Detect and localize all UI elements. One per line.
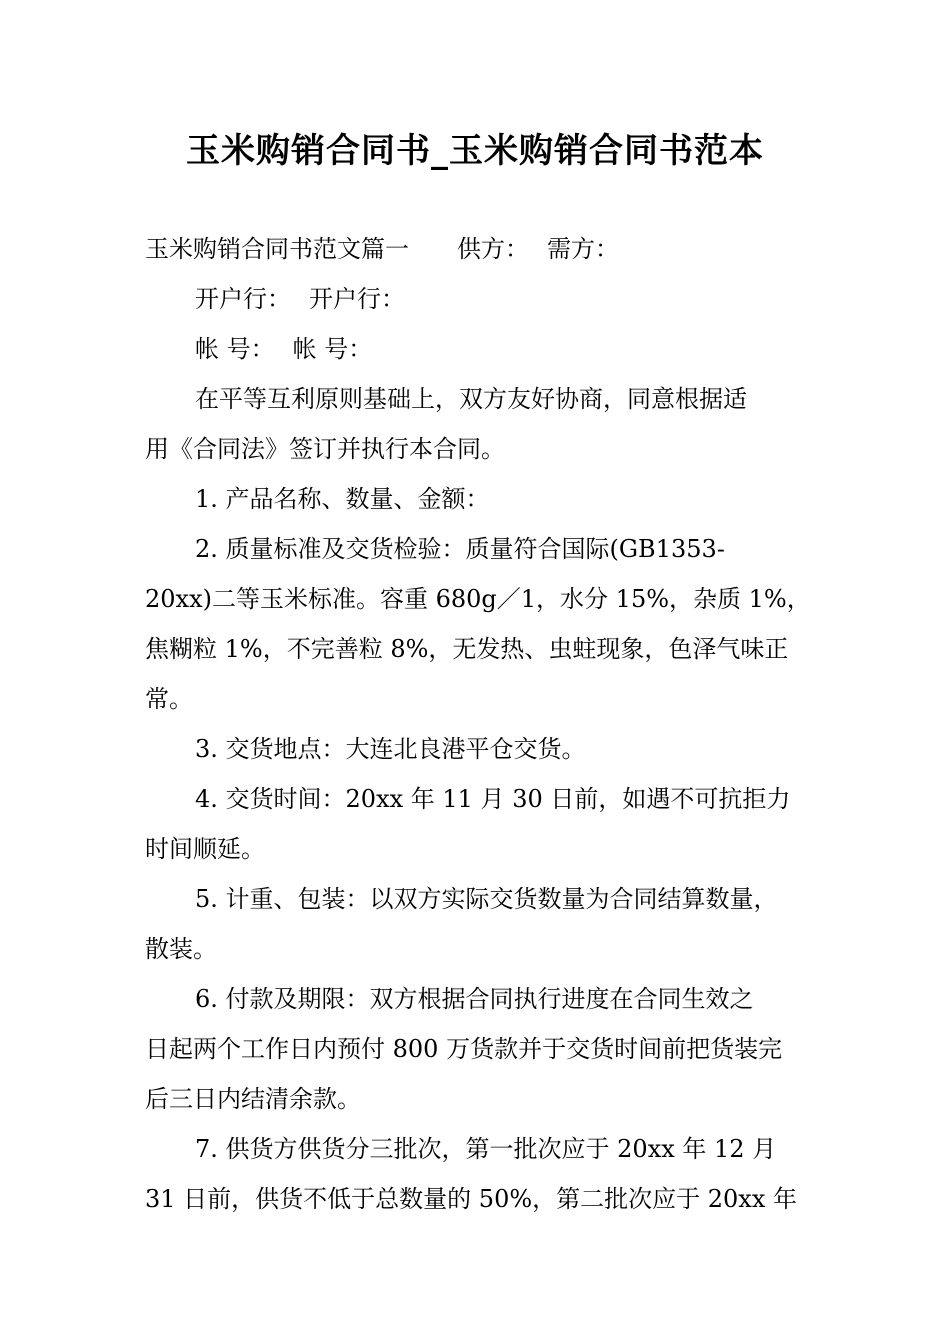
clause-7-line-2: 31 日前，供货不低于总数量的 50%，第二批次应于 20xx 年: [145, 1185, 798, 1213]
intro-line-2: 用《合同法》签订并执行本合同。: [145, 435, 505, 463]
clause-7-line-1: 7. 供货方供货分三批次，第一批次应于 20xx 年 12 月: [195, 1135, 777, 1163]
account-line: [195, 324, 815, 374]
supplier-label: 供方：: [457, 235, 529, 263]
bank-line: [195, 274, 815, 324]
clause-5-line-2: 散装。: [145, 935, 217, 963]
clause-4-line-2: 时间顺延。: [145, 835, 265, 863]
header-line: [145, 224, 815, 274]
clause-5-line-1: 5. 计重、包装：以双方实际交货数量为合同结算数量，: [195, 885, 778, 913]
buyer-bank-label: 开户行：: [309, 285, 405, 313]
clause-1-line-1: 1. 产品名称、数量、金额：: [195, 485, 490, 513]
clause-3-line-1: 3. 交货地点：大连北良港平仓交货。: [195, 735, 586, 763]
intro-line-1: 在平等互利原则基础上，双方友好协商，同意根据适: [195, 385, 747, 413]
buyer-label: 需方：: [547, 235, 619, 263]
clause-2-line-2: 20xx)二等玉米标准。容重 680g／1，水分 15%，杂质 1%，: [145, 585, 811, 613]
clause-2-line-3: 焦糊粒 1%，不完善粒 8%，无发热、虫蛀现象，色泽气味正: [145, 635, 789, 663]
clause-2-line-4: 常。: [145, 685, 193, 713]
clause-4-line-1: 4. 交货时间：20xx 年 11 月 30 日前，如遇不可抗拒力: [195, 785, 791, 813]
supplier-bank-label: 开户行：: [195, 285, 291, 313]
clause-6-line-2: 日起两个工作日内预付 800 万货款并于交货时间前把货装完: [145, 1035, 783, 1063]
section-heading: 玉米购销合同书范文篇一: [145, 235, 409, 263]
clause-2-line-1: 2. 质量标准及交货检验：质量符合国际(GB1353-: [195, 535, 725, 563]
document-title: 玉米购销合同书_玉米购销合同书范本: [186, 131, 764, 171]
clause-6-line-1: 6. 付款及期限：双方根据合同执行进度在合同生效之: [195, 985, 754, 1013]
buyer-account-label: 帐 号：: [292, 335, 373, 363]
supplier-account-label: 帐 号：: [195, 335, 275, 363]
clause-6-line-3: 后三日内结清余款。: [145, 1085, 361, 1113]
